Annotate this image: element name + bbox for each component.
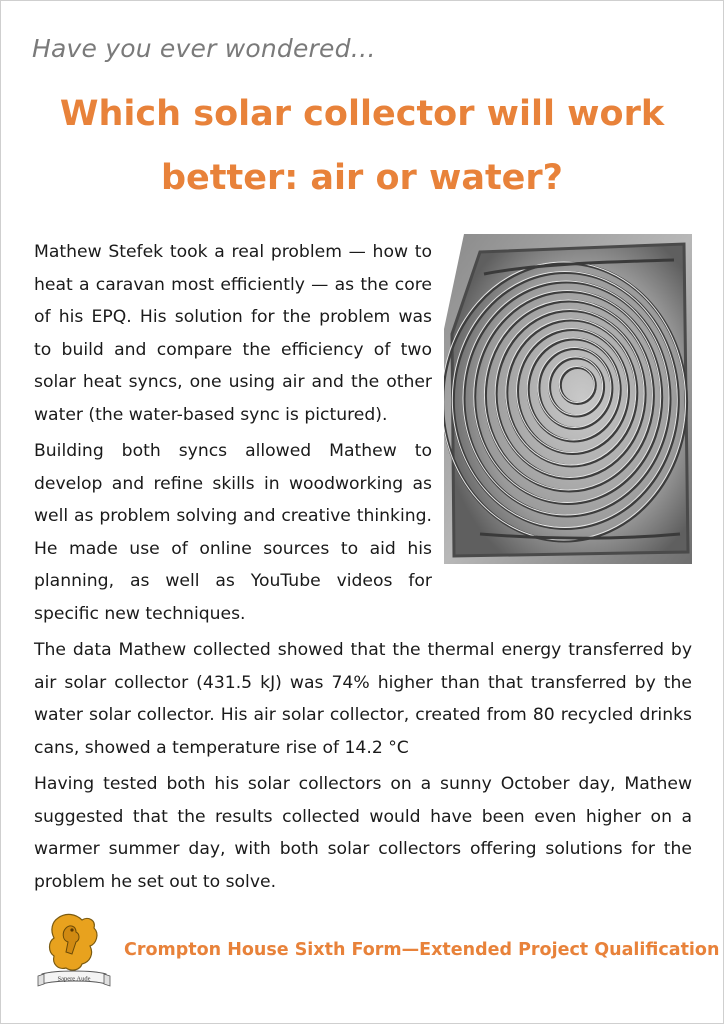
article-paragraph-1: Mathew Stefek took a real problem — how to heat a caravan most efficiently — as the core of his EPQ. His solution for the problem was to build and compare the efficiency of two solar heat syncs, one using air and the other water (the water-based sync is pictured).	[34, 242, 432, 425]
article-paragraph-2: Building both syncs allowed Mathew to develop and refine skills in woodworking as well as problem solving and creative thinking. He made use of online sources to aid his planning, as well as YouTube videos for specific new techniques.	[34, 441, 432, 624]
kicker-text: Have you ever wondered…	[32, 34, 376, 63]
page-title: Which solar collector will work better: air or water?	[59, 94, 665, 198]
article-paragraph-3: The data Mathew collected showed that the thermal energy transferred by air solar collector (431.5 kJ) was 74% higher than that transferred by the water solar collector. His air solar collector, created from 80 recycled drinks cans, showed a temperature rise of 14.2 °C	[34, 640, 692, 758]
school-crest-logo	[36, 908, 112, 990]
article-paragraph-4: Having tested both his solar collectors on a sunny October day, Mathew suggested that the results collected would have been even higher on a warmer summer day, with both solar collectors offering solutions for the problem he set out to solve.	[34, 774, 692, 892]
solar-collector-photo	[444, 234, 692, 564]
article-body	[34, 236, 692, 902]
footer-text: Crompton House Sixth Form—Extended Project Qualification	[124, 940, 720, 960]
crest-motto: Sapere Aude	[57, 975, 91, 983]
